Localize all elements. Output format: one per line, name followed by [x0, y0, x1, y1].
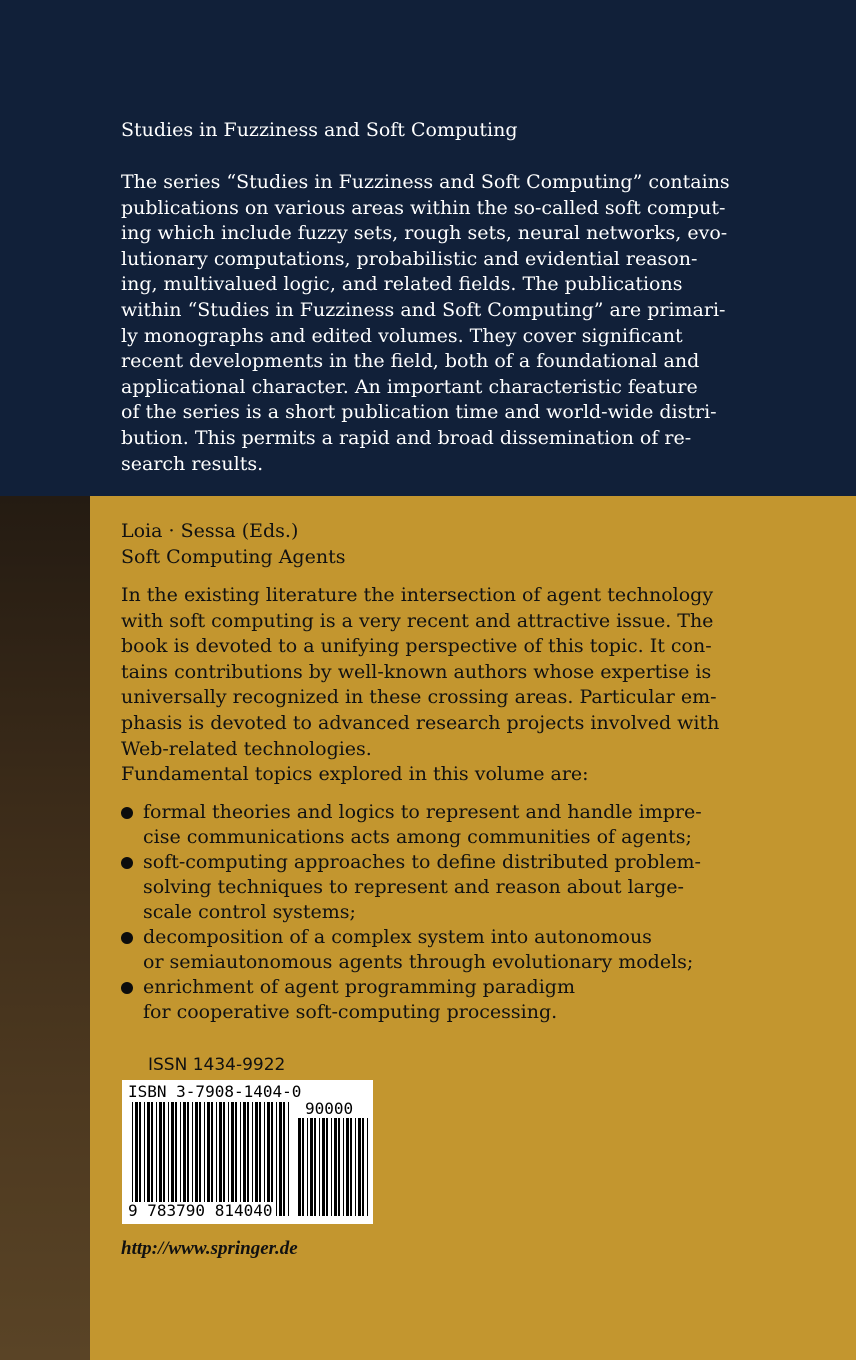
series-description-line: ing, multivalued logic, and related fields. The publications — [121, 273, 683, 296]
topic-line: decomposition of a complex system into autonomous — [143, 926, 652, 948]
book-description-line: tains contributions by well-known authors whose expertise is — [121, 660, 712, 683]
topic-item — [121, 975, 702, 1025]
barcode-bar — [243, 1102, 246, 1216]
barcode-bar — [298, 1118, 301, 1216]
series-description-line: within “Studies in Fuzziness and Soft Computing” are primari- — [121, 298, 726, 321]
topic-line: scale control systems; — [143, 901, 356, 923]
barcode-bar — [322, 1118, 325, 1216]
barcode-bar — [279, 1102, 282, 1216]
series-description-line: The series “Studies in Fuzziness and Soft Computing” contains — [121, 171, 730, 193]
series-description-line: applicational character. An important characteristic feature — [121, 375, 698, 398]
topic-line: cise communications acts among communities of agents; — [143, 826, 692, 848]
barcode-bar — [350, 1118, 352, 1216]
topic-item — [121, 800, 702, 850]
barcode-bar — [199, 1102, 201, 1216]
barcode-bar — [147, 1102, 150, 1216]
topic-line: enrichment of agent programming paradigm — [143, 976, 575, 998]
barcode-bar — [235, 1102, 237, 1216]
series-description-line: bution. This permits a rapid and broad dissemination of re- — [121, 426, 692, 449]
barcode-bar — [240, 1102, 241, 1216]
topic-line: soft-computing approaches to define distributed problem- — [143, 851, 701, 873]
barcode-bar — [183, 1102, 186, 1216]
barcode-bar — [276, 1102, 277, 1216]
filled-circle-bullet-icon — [121, 807, 133, 819]
barcode-bar — [259, 1102, 261, 1216]
barcode-bar — [319, 1118, 320, 1216]
topic-item — [121, 925, 702, 975]
filled-circle-bullet-icon — [121, 932, 133, 944]
barcode-bar — [144, 1102, 145, 1216]
barcode-bar — [314, 1118, 316, 1216]
barcode-bar — [355, 1118, 356, 1216]
book-description-line: Web-related technologies. — [121, 737, 372, 760]
series-description-line: recent developments in the field, both of a foundational and — [121, 350, 700, 373]
barcode-bar — [132, 1102, 133, 1216]
barcode-bar — [180, 1102, 181, 1216]
barcode-bar — [231, 1102, 234, 1216]
book-description-line: book is devoted to a unifying perspective of this topic. It con- — [121, 635, 712, 658]
barcode-bar — [159, 1102, 162, 1216]
barcode-bar — [288, 1102, 289, 1216]
barcode-bar — [346, 1118, 349, 1216]
book-description — [121, 583, 719, 762]
series-description — [121, 170, 730, 477]
series-title: Studies in Fuzziness and Soft Computing — [121, 119, 518, 141]
barcode-bar — [255, 1102, 258, 1216]
barcode-bar — [175, 1102, 177, 1216]
barcode-bar — [283, 1102, 285, 1216]
barcode-bar — [307, 1118, 308, 1216]
series-description-line: ing which include fuzzy sets, rough sets, neural networks, evo- — [121, 222, 728, 245]
barcode-bar — [207, 1102, 210, 1216]
barcode-ean-digits: 9 783790 814040 — [128, 1201, 273, 1220]
barcode-bar — [156, 1102, 157, 1216]
book-description-line: with soft computing is a very recent and attractive issue. The — [121, 609, 714, 632]
book-editors: Loia · Sessa (Eds.) — [121, 520, 299, 542]
barcode-bar — [302, 1118, 304, 1216]
barcode-bar — [139, 1102, 141, 1216]
barcode-bar — [264, 1102, 265, 1216]
book-title: Soft Computing Agents — [121, 546, 346, 568]
barcode-bar — [326, 1118, 328, 1216]
book-description-line: phasis is devoted to advanced research projects involved with — [121, 711, 720, 734]
barcode-bar — [331, 1118, 332, 1216]
topic-line: solving techniques to represent and reason about large- — [143, 876, 684, 898]
barcode-bar — [151, 1102, 153, 1216]
series-description-line: search results. — [121, 452, 264, 475]
barcode-bar — [267, 1102, 270, 1216]
barcode-bar — [223, 1102, 225, 1216]
barcode-bar — [216, 1102, 217, 1216]
barcode-bar — [367, 1118, 368, 1216]
barcode-bar — [228, 1102, 229, 1216]
barcode-bar — [252, 1102, 253, 1216]
series-description-line: ly monographs and edited volumes. They cover significant — [121, 324, 683, 347]
publisher-url: http://www.springer.de — [121, 1238, 298, 1259]
barcode-bar — [211, 1102, 213, 1216]
series-panel — [0, 0, 856, 496]
barcode-bar — [204, 1102, 205, 1216]
issn-label: ISSN 1434-9922 — [148, 1055, 286, 1075]
topics-list — [121, 800, 702, 1025]
barcode-bar — [171, 1102, 174, 1216]
topic-item — [121, 850, 702, 925]
topic-line: formal theories and logics to represent and handle impre- — [143, 801, 702, 823]
barcode-bar — [358, 1118, 361, 1216]
topics-intro: Fundamental topics explored in this volume are: — [121, 763, 589, 785]
series-description-line: lutionary computations, probabilistic and evidential reason- — [121, 247, 698, 270]
barcode-bar — [343, 1118, 344, 1216]
filled-circle-bullet-icon — [121, 857, 133, 869]
barcode-addon-digits: 90000 — [305, 1099, 354, 1118]
barcode-bar — [338, 1118, 340, 1216]
barcode-bar — [168, 1102, 169, 1216]
isbn-label: ISBN 3-7908-1404-0 — [128, 1082, 302, 1101]
barcode-bar — [271, 1102, 273, 1216]
barcode-bar — [219, 1102, 222, 1216]
barcode-bar — [310, 1118, 313, 1216]
topic-line: or semiautonomous agents through evolutionary models; — [143, 951, 694, 973]
barcode-bar — [195, 1102, 198, 1216]
barcode-bar — [135, 1102, 138, 1216]
book-description-line: In the existing literature the intersection of agent technology — [121, 584, 714, 606]
series-description-line: of the series is a short publication time and world-wide distri- — [121, 401, 717, 424]
series-description-line: publications on various areas within the so-called soft comput- — [121, 196, 726, 219]
filled-circle-bullet-icon — [121, 982, 133, 994]
book-panel — [90, 496, 856, 1360]
barcode-icon — [122, 1080, 373, 1224]
barcode-bar — [163, 1102, 165, 1216]
barcode-bar — [334, 1118, 337, 1216]
topic-line: for cooperative soft-computing processing. — [143, 1001, 558, 1023]
barcode-bar — [247, 1102, 249, 1216]
book-spine-edge — [0, 496, 90, 1360]
barcode-bar — [187, 1102, 189, 1216]
book-description-line: universally recognized in these crossing areas. Particular em- — [121, 686, 717, 709]
barcode-bar — [192, 1102, 193, 1216]
barcode-bar — [362, 1118, 364, 1216]
